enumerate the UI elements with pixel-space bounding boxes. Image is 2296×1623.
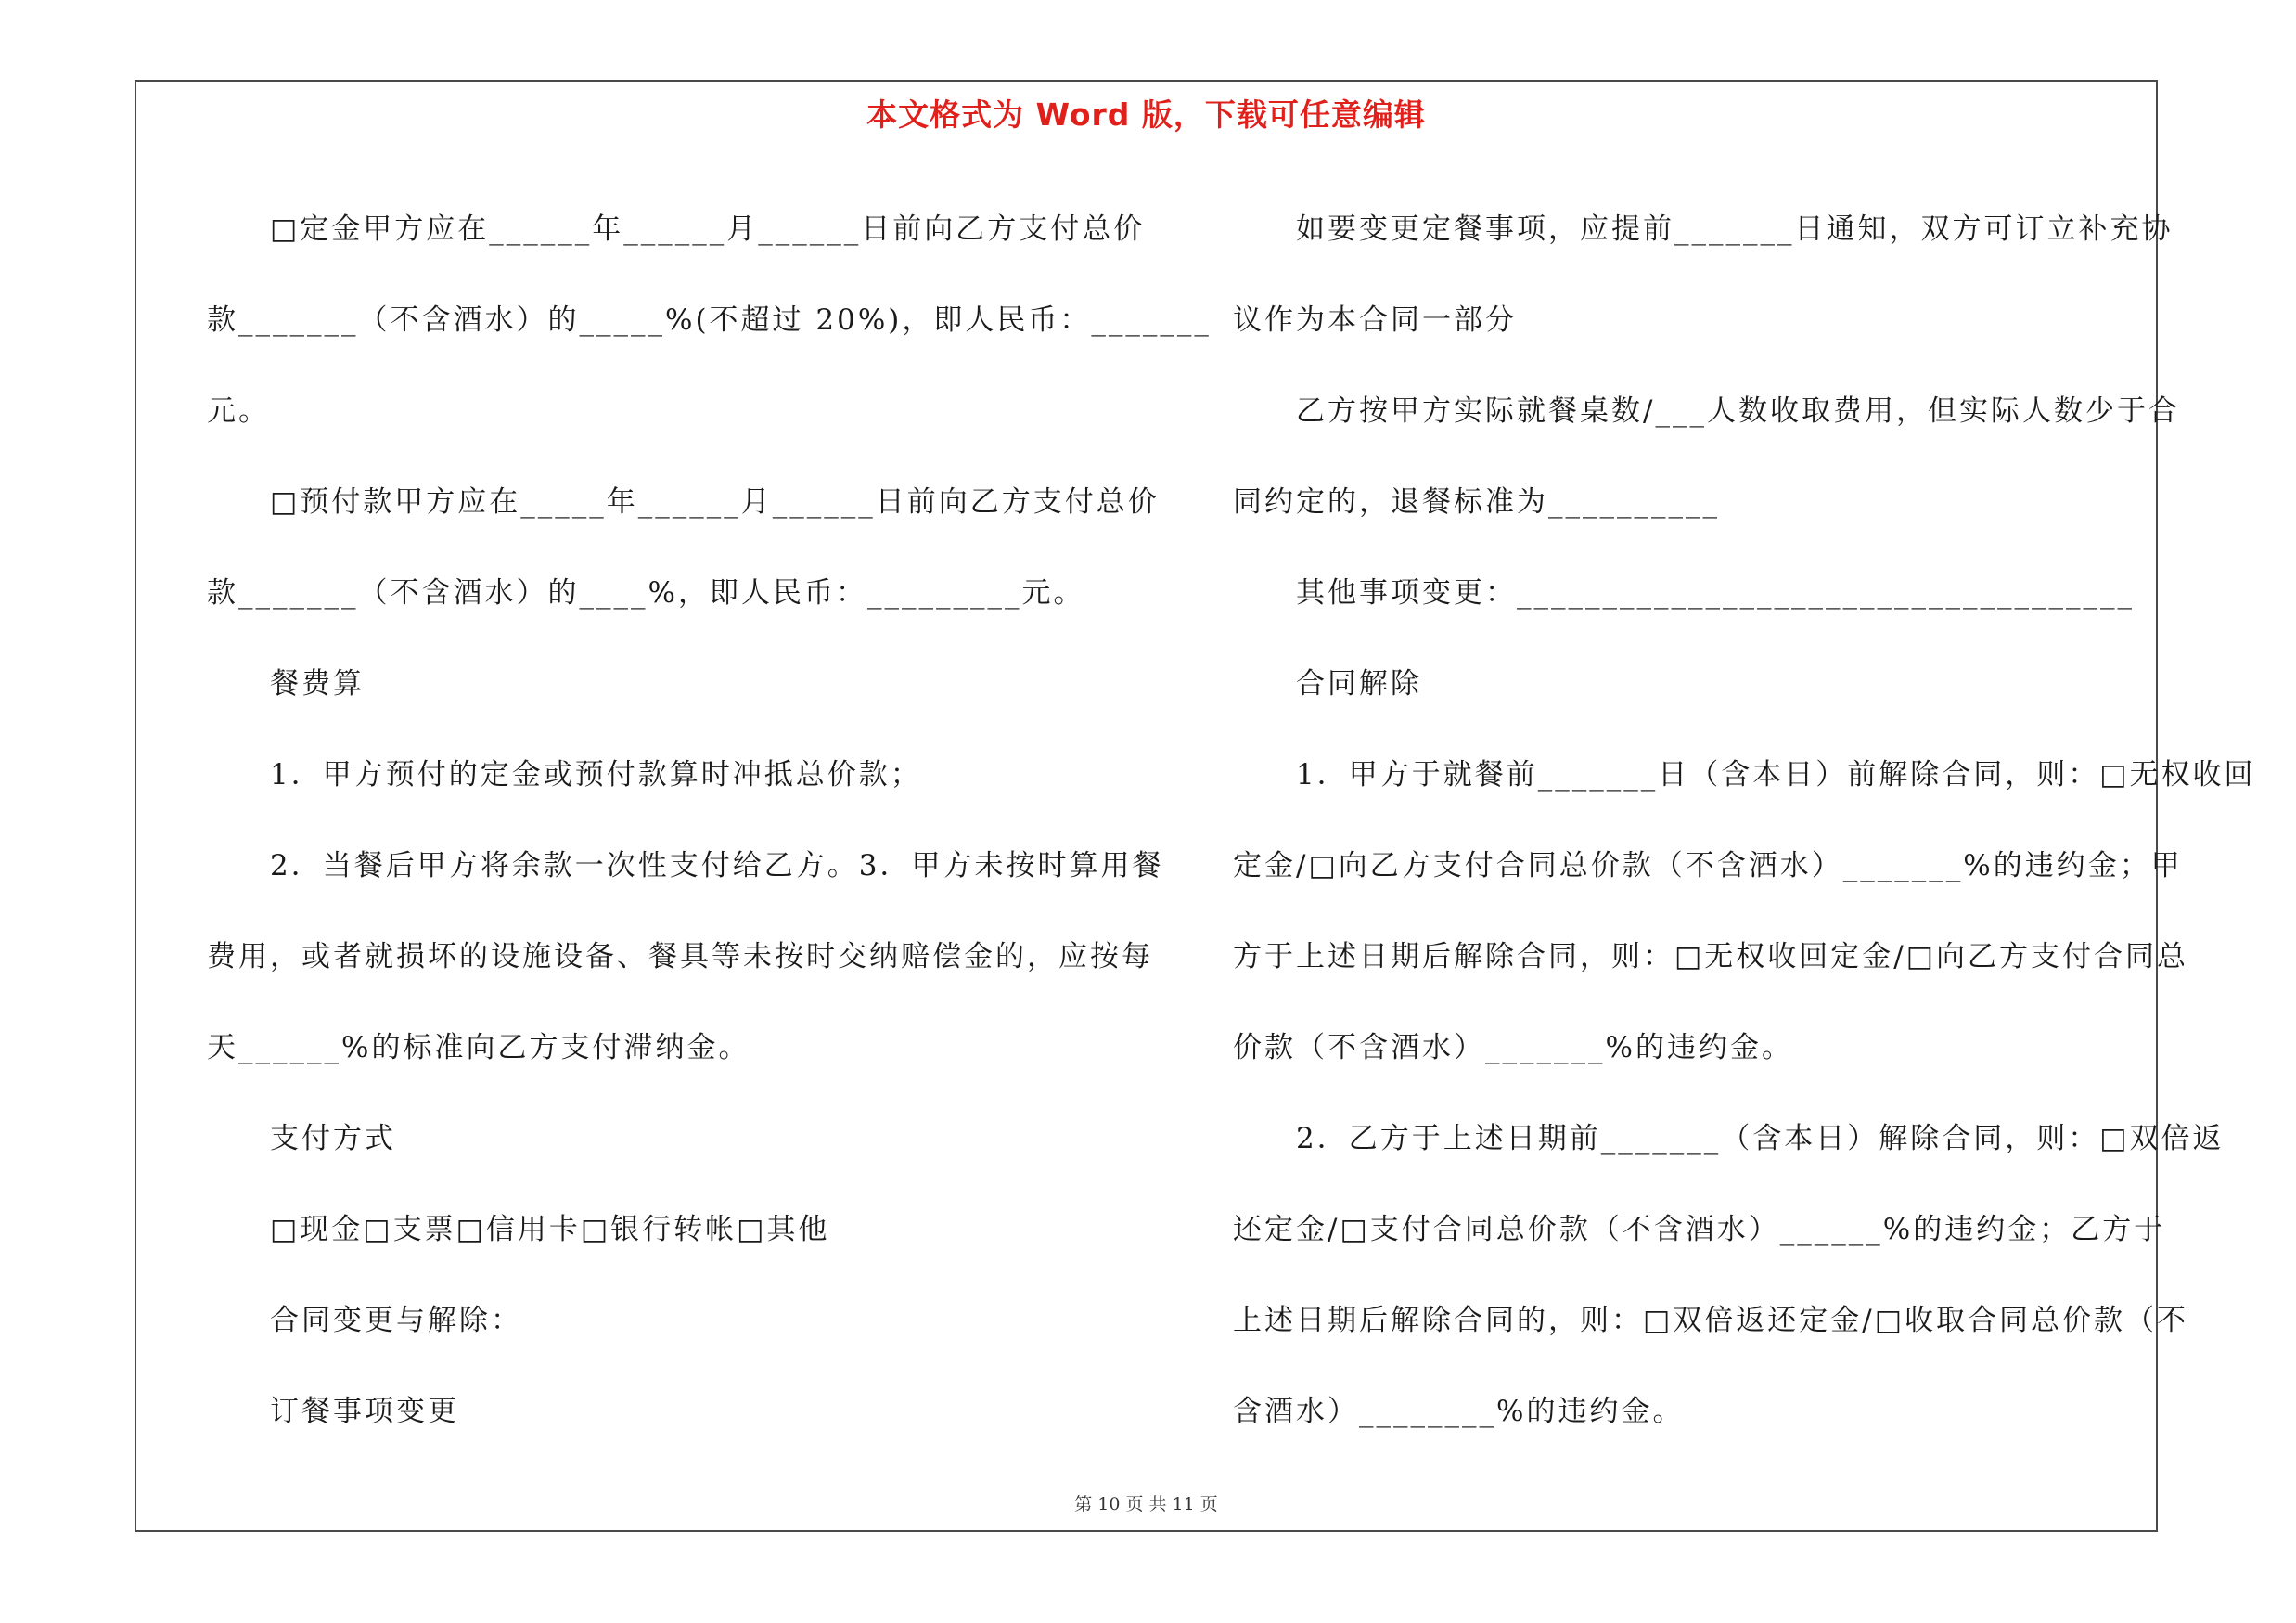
paragraph: 元。 bbox=[207, 394, 270, 428]
paragraph: 2．当餐后甲方将余款一次性支付给乙方。3．甲方未按时算用餐 bbox=[270, 849, 1164, 882]
page-frame bbox=[135, 80, 2256, 1532]
section-heading: 餐费算 bbox=[270, 667, 365, 701]
page-number-footer: 第 10 页 共 11 页 bbox=[1074, 1494, 1218, 1514]
paragraph: 乙方按甲方实际就餐桌数/___人数收取费用，但实际人数少于合 bbox=[1296, 394, 2180, 428]
paragraph: 款_______（不含酒水）的____%，即人民币：_________元。 bbox=[207, 576, 1085, 610]
section-heading: 合同变更与解除： bbox=[270, 1304, 522, 1337]
paragraph: 1．甲方预付的定金或预付款算时冲抵总价款； bbox=[270, 758, 922, 792]
paragraph: □预付款甲方应在_____年______月______日前向乙方支付总价 bbox=[270, 485, 1160, 519]
paragraph: □定金甲方应在______年______月______日前向乙方支付总价 bbox=[270, 213, 1146, 246]
paragraph: 1．甲方于就餐前_______日（含本日）前解除合同，则：□无权收回 bbox=[1296, 758, 2256, 792]
paragraph: 费用，或者就损坏的设施设备、餐具等未按时交纳赔偿金的，应按每 bbox=[207, 940, 1153, 973]
section-heading: 合同解除 bbox=[1296, 667, 1422, 701]
section-heading: 支付方式 bbox=[270, 1122, 396, 1155]
paragraph: 定金/□向乙方支付合同总价款（不含酒水）_______%的违约金；甲 bbox=[1233, 849, 2183, 882]
paragraph: □现金□支票□信用卡□银行转帐□其他 bbox=[270, 1213, 830, 1246]
section-heading: 订餐事项变更 bbox=[270, 1395, 459, 1428]
word-format-banner: 本文格式为 Word 版，下载可任意编辑 bbox=[866, 97, 1426, 133]
paragraph: 款_______（不含酒水）的_____%(不超过 20%)，即人民币：_______ bbox=[207, 303, 1212, 337]
paragraph: 议作为本合同一部分 bbox=[1233, 303, 1517, 337]
paragraph: 方于上述日期后解除合同，则：□无权收回定金/□向乙方支付合同总 bbox=[1233, 940, 2189, 973]
paragraph: 同约定的，退餐标准为__________ bbox=[1233, 485, 1720, 519]
left-column bbox=[207, 184, 1212, 1457]
paragraph: 其他事项变更：____________________________________ bbox=[1296, 576, 2135, 610]
paragraph: 含酒水）________%的违约金。 bbox=[1233, 1395, 1685, 1428]
paragraph: 还定金/□支付合同总价款（不含酒水）______%的违约金；乙方于 bbox=[1233, 1213, 2166, 1246]
paragraph: 天______%的标准向乙方支付滞纳金。 bbox=[207, 1031, 750, 1064]
paragraph: 上述日期后解除合同的，则：□双倍返还定金/□收取合同总价款（不 bbox=[1233, 1304, 2189, 1337]
paragraph: 如要变更定餐事项，应提前_______日通知，双方可订立补充协 bbox=[1296, 213, 2174, 246]
paragraph: 价款（不含酒水）_______%的违约金。 bbox=[1233, 1031, 1793, 1064]
paragraph: 2．乙方于上述日期前_______（含本日）解除合同，则：□双倍返 bbox=[1296, 1122, 2225, 1155]
right-column bbox=[1233, 184, 2256, 1457]
